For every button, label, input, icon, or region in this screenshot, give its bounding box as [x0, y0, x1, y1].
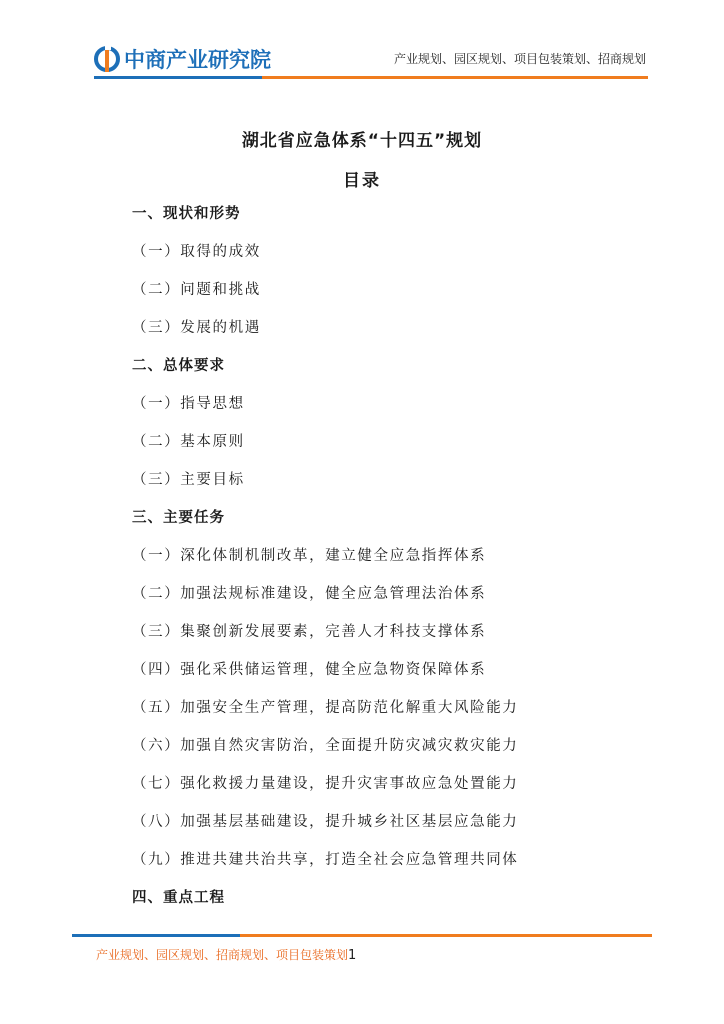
logo-mark-icon — [94, 46, 120, 72]
toc-subsection-entry[interactable]: （三）主要目标 — [132, 472, 245, 488]
header-divider-blue — [94, 76, 262, 79]
toc-subsection-entry[interactable]: （二）基本原则 — [132, 434, 245, 450]
header-tagline: 产业规划、园区规划、项目包装策划、招商规划 — [393, 52, 646, 66]
footer-tagline: 产业规划、园区规划、招商规划、项目包装策划 — [96, 948, 349, 962]
toc-subsection-entry[interactable]: （五）加强安全生产管理，提高防范化解重大风险能力 — [132, 700, 519, 716]
page-footer — [96, 946, 356, 963]
toc-subsection-entry[interactable]: （三）发展的机遇 — [132, 320, 261, 336]
header-divider-orange — [262, 76, 648, 79]
document-title: 湖北省应急体系“十四五”规划 — [241, 131, 483, 151]
toc-section-entry[interactable]: 二、总体要求 — [132, 358, 225, 374]
footer-divider-orange — [240, 934, 652, 937]
company-logo — [94, 44, 271, 74]
table-of-contents — [132, 200, 672, 922]
toc-subsection-entry[interactable]: （三）集聚创新发展要素，完善人才科技支撑体系 — [132, 624, 487, 640]
toc-section-entry[interactable]: 一、现状和形势 — [132, 206, 241, 222]
toc-heading: 目录 — [343, 171, 381, 191]
toc-subsection-entry[interactable]: （八）加强基层基础建设，提升城乡社区基层应急能力 — [132, 814, 519, 830]
toc-subsection-entry[interactable]: （一）指导思想 — [132, 396, 245, 412]
logo-text: 中商产业研究院 — [124, 48, 271, 72]
toc-subsection-entry[interactable]: （九）推进共建共治共享，打造全社会应急管理共同体 — [132, 852, 519, 868]
toc-subsection-entry[interactable]: （一）深化体制机制改革，建立健全应急指挥体系 — [132, 548, 487, 564]
page-header — [0, 0, 724, 90]
toc-section-entry[interactable]: 四、重点工程 — [132, 890, 225, 906]
page-number: 1 — [348, 948, 357, 963]
toc-subsection-entry[interactable]: （二）问题和挑战 — [132, 282, 261, 298]
toc-section-entry[interactable]: 三、主要任务 — [132, 510, 225, 526]
toc-subsection-entry[interactable]: （四）强化采供储运管理，健全应急物资保障体系 — [132, 662, 487, 678]
toc-subsection-entry[interactable]: （一）取得的成效 — [132, 244, 261, 260]
toc-subsection-entry[interactable]: （二）加强法规标准建设，健全应急管理法治体系 — [132, 586, 487, 602]
footer-divider-blue — [72, 934, 240, 937]
toc-subsection-entry[interactable]: （六）加强自然灾害防治，全面提升防灾减灾救灾能力 — [132, 738, 519, 754]
toc-subsection-entry[interactable]: （七）强化救援力量建设，提升灾害事故应急处置能力 — [132, 776, 519, 792]
